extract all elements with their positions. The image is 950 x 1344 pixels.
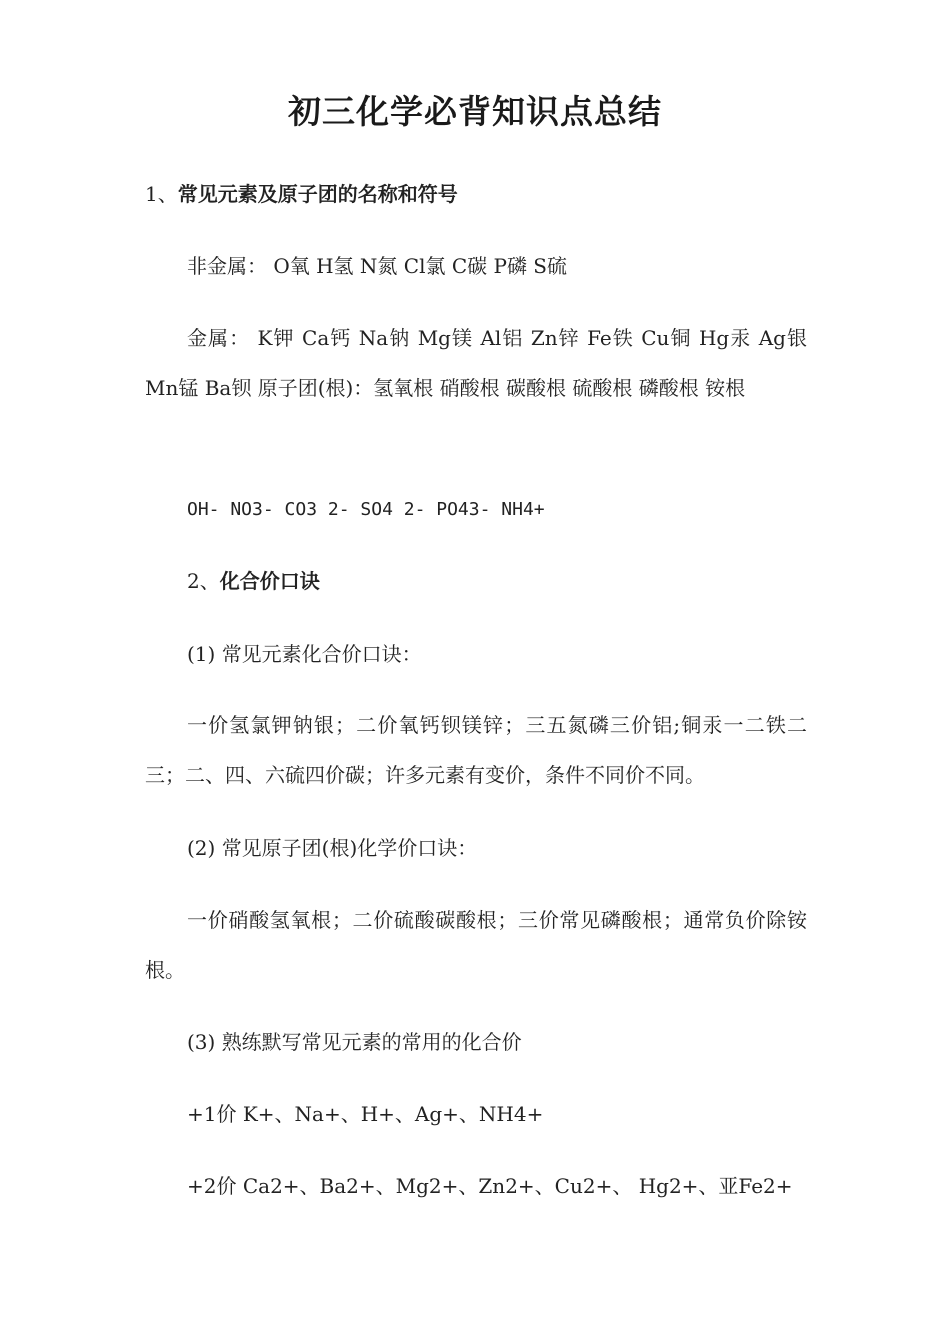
plus-one-valence-line: +1价 K+、Na+、H+、Ag+、NH4+ — [187, 1102, 544, 1126]
page-title: 初三化学必背知识点总结 — [288, 92, 662, 131]
section-1-number: 1、 — [145, 182, 178, 206]
plus-two-valence-line: +2价 Ca2+、Ba2+、Mg2+、Zn2+、Cu2+、 Hg2+、亚Fe2+ — [187, 1174, 793, 1198]
section-1-title: 常见元素及原子团的名称和符号 — [177, 182, 458, 206]
subsection-1-title: (1) 常见元素化合价口诀： — [187, 642, 422, 666]
subsection-3-title: (3) 熟练默写常见元素的常用的化合价 — [187, 1030, 522, 1054]
metal-paragraph: 金属： K钾 Ca钙 Na钠 Mg镁 Al铝 Zn锌 Fe铁 Cu铜 Hg汞 Ag银 Mn锰 Ba钡 原子团(根)：氢氧根 硝酸根 碳酸根 硫酸根 磷酸根 铵根 — [145, 326, 807, 400]
section-1-heading — [145, 180, 458, 208]
radical-formulas-line: OH- NO3- CO3 2- SO4 2- PO43- NH4+ — [187, 499, 545, 520]
section-2-title: 化合价口诀 — [219, 569, 320, 593]
radical-valence-rhyme: 一价硝酸氢氧根；二价硫酸碳酸根；三价常见磷酸根；通常负价除铵根。 — [145, 908, 807, 982]
subsection-2-title: (2) 常见原子团(根)化学价口诀： — [187, 836, 478, 860]
section-2-heading — [187, 567, 320, 595]
section-2-number: 2、 — [187, 569, 220, 593]
element-valence-rhyme: 一价氢氯钾钠银；二价氧钙钡镁锌；三五氮磷三价铝;铜汞一二铁二三；二、四、六硫四价碳；许多元素有变价，条件不同价不同。 — [145, 713, 807, 787]
nonmetal-line: 非金属： O氧 H氢 N氮 Cl氯 C碳 P磷 S硫 — [187, 254, 567, 278]
